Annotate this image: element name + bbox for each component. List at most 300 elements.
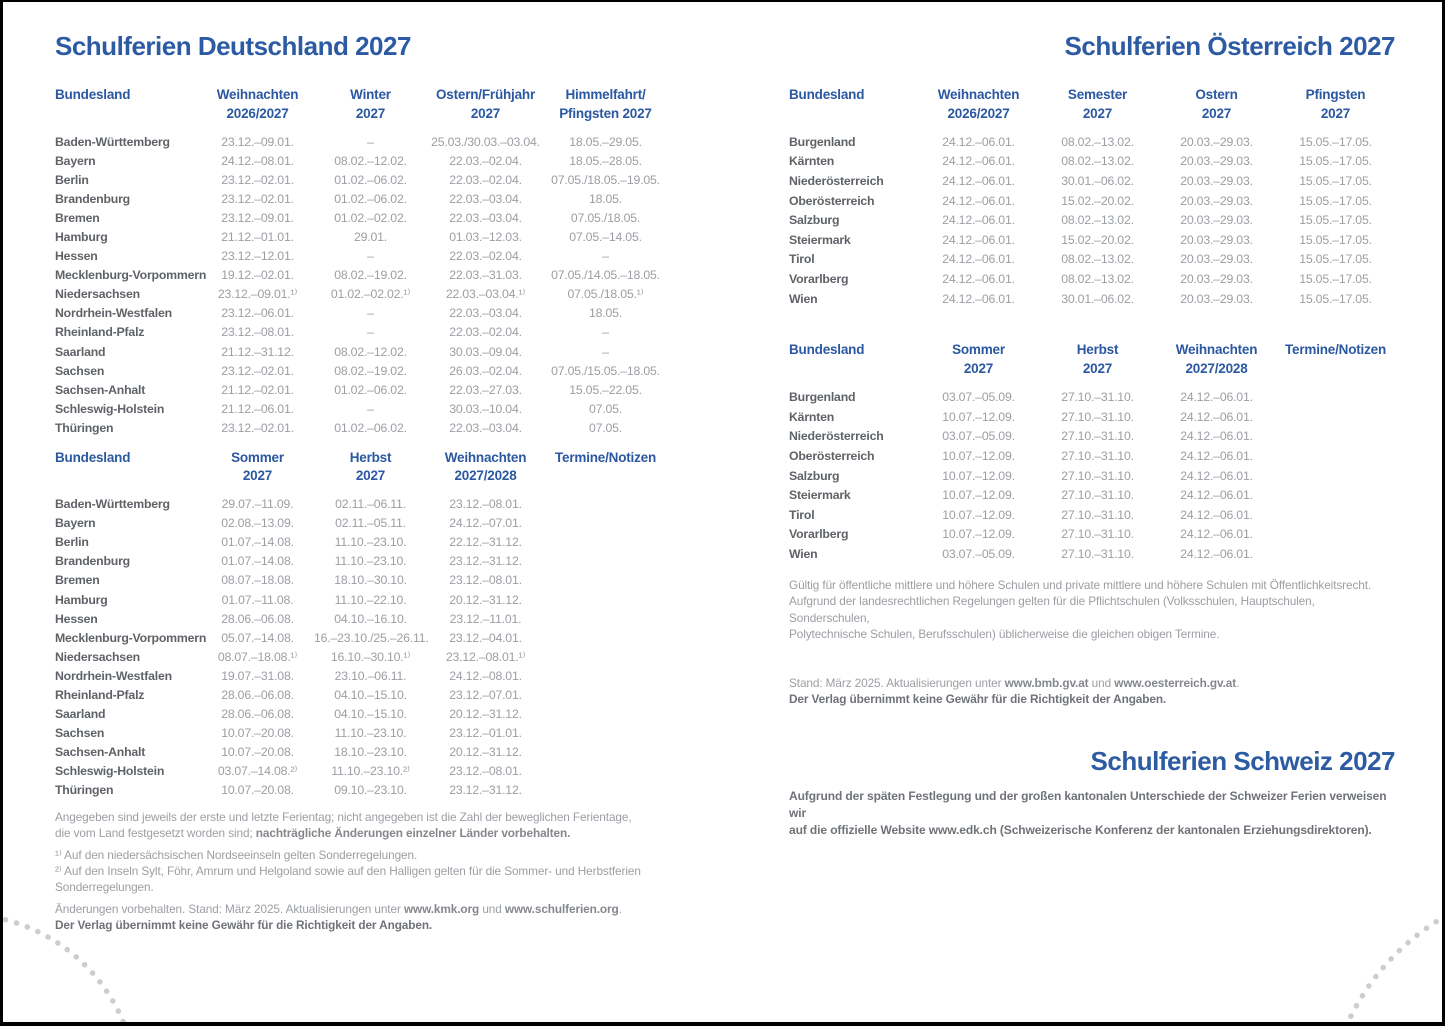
- state-name: Rheinland-Pfalz: [55, 687, 145, 702]
- stand-line: Änderungen vorbehalten. Stand: März 2025. Aktualisierungen unter www.kmk.org und www.schulferien.org.: [55, 902, 622, 916]
- state-name: Vorarlberg: [789, 527, 849, 542]
- notes-cell: [544, 705, 667, 724]
- table-row: [55, 208, 667, 227]
- date-range: 15.02.–20.02.: [1061, 193, 1134, 208]
- state-name: Thüringen: [55, 420, 114, 435]
- date-range: 03.07.–14.08.²⁾: [217, 764, 298, 779]
- date-range: 07.05.: [589, 401, 622, 416]
- table-row: [55, 418, 667, 437]
- date-range: 16.–23.10./25.–26.11.: [314, 630, 429, 645]
- date-range: 24.12.–06.01.: [1180, 488, 1253, 503]
- date-range: –: [367, 249, 374, 264]
- date-range: 23.12.–09.01.: [221, 210, 294, 225]
- state-name: Sachsen-Anhalt: [55, 745, 146, 760]
- disclaimer-line: Der Verlag übernimmt keine Gewähr für die Richtigkeit der Angaben.: [55, 918, 433, 932]
- date-range: 07.05.–14.05.: [569, 230, 642, 245]
- date-range: 24.12.–06.01.: [942, 134, 1015, 149]
- table-row: [55, 247, 667, 266]
- date-range: 10.07.–12.09.: [942, 448, 1015, 463]
- notes-cell: [544, 628, 667, 647]
- date-range: 10.07.–12.09.: [942, 409, 1015, 424]
- notes-cell: [544, 552, 667, 571]
- column-header-bundesland: Bundesland: [789, 342, 865, 358]
- table-row: [55, 399, 667, 418]
- date-range: 10.07.–12.09.: [942, 507, 1015, 522]
- date-range: 22.03.–02.04.: [449, 325, 522, 340]
- note-line: Angegeben sind jeweils der erste und letzte Ferientag; nicht angegeben ist die Zahl der beweglichen Ferientage,: [55, 810, 632, 824]
- date-range: –: [367, 306, 374, 321]
- germany-holidays-table-winter-spring: [55, 86, 667, 438]
- date-range: 01.07.–14.08.: [221, 535, 294, 550]
- date-range: –: [367, 401, 374, 416]
- date-range: 23.12.–08.01.¹⁾: [445, 649, 526, 664]
- table-row: [55, 533, 667, 552]
- date-range: 01.02.–02.02.¹⁾: [330, 287, 411, 302]
- state-name: Hamburg: [55, 230, 108, 245]
- date-range: 23.12.–09.01.¹⁾: [217, 287, 298, 302]
- table-row: [55, 571, 667, 590]
- date-range: 27.10.–31.10.: [1061, 468, 1134, 483]
- date-range: 19.12.–02.01.: [221, 268, 294, 283]
- column-header-sommer: Sommer 2027: [231, 449, 284, 483]
- table-row: [55, 514, 667, 533]
- date-range: 22.03.–02.04.: [449, 172, 522, 187]
- date-range: 22.03.–03.04.: [449, 306, 522, 321]
- date-range: 27.10.–31.10.: [1061, 390, 1134, 405]
- table-row: [55, 495, 667, 514]
- state-name: Salzburg: [789, 213, 840, 228]
- date-range: 24.12.–06.01.: [942, 154, 1015, 169]
- notes-cell: [1276, 466, 1395, 486]
- date-range: 05.07.–14.08.: [221, 630, 294, 645]
- state-name: Berlin: [55, 172, 89, 187]
- date-range: 27.10.–31.10.: [1061, 429, 1134, 444]
- date-range: 23.12.–08.01.: [449, 573, 522, 588]
- table-row: [55, 781, 667, 800]
- table-row: [789, 505, 1395, 525]
- column-header-herbst: Herbst 2027: [1076, 342, 1119, 376]
- state-name: Tirol: [789, 507, 815, 522]
- table-row: [789, 152, 1395, 172]
- state-name: Niedersachsen: [55, 649, 140, 664]
- germany-holidays-table-summer-winter: [55, 449, 667, 801]
- date-range: 21.12.–31.12.: [221, 344, 294, 359]
- date-range: 30.01.–06.02.: [1061, 291, 1134, 306]
- table-row: [55, 590, 667, 609]
- state-name: Salzburg: [789, 468, 840, 483]
- date-range: 04.10.–16.10.: [334, 611, 407, 626]
- table-header-row: [789, 86, 1395, 132]
- state-name: Oberösterreich: [789, 448, 875, 463]
- table-row: [55, 361, 667, 380]
- notes-cell: [544, 666, 667, 685]
- table-row: [55, 285, 667, 304]
- austria-notes: [789, 577, 1395, 643]
- date-range: 09.10.–23.10.: [334, 783, 407, 798]
- state-name: Berlin: [55, 535, 89, 550]
- date-range: 29.01.: [354, 230, 387, 245]
- austria-holidays-table-winter-spring: [789, 86, 1395, 308]
- date-range: 03.07.–05.09.: [942, 390, 1015, 405]
- date-range: 22.12.–31.12.: [449, 535, 522, 550]
- date-range: 10.07.–12.09.: [942, 468, 1015, 483]
- column-header-herbst: Herbst 2027: [349, 449, 392, 483]
- date-range: 20.12.–31.12.: [449, 707, 522, 722]
- state-name: Mecklenburg-Vorpommern: [55, 268, 207, 283]
- austria-title: Schulferien Österreich 2027: [1064, 31, 1395, 61]
- date-range: 26.03.–02.04.: [449, 363, 522, 378]
- table-header-row: [789, 341, 1395, 387]
- date-range: 23.12.–04.01.: [449, 630, 522, 645]
- footnote-1: ¹⁾ Auf den niedersächsischen Nordseeinseln gelten Sonderregelungen.: [55, 848, 418, 862]
- notes-cell: [1276, 544, 1395, 564]
- date-range: 01.03.–12.03.: [449, 230, 522, 245]
- date-range: 04.10.–15.10.: [334, 707, 407, 722]
- state-name: Brandenburg: [55, 191, 130, 206]
- date-range: 23.12.–02.01.: [221, 420, 294, 435]
- stand-line: Stand: März 2025. Aktualisierungen unter www.bmb.gv.at und www.oesterreich.gv.at.: [789, 675, 1240, 690]
- state-name: Bremen: [55, 210, 100, 225]
- date-range: 23.12.–09.01.: [221, 134, 294, 149]
- column-header-winter: Winter 2027: [350, 87, 391, 121]
- date-range: 20.03.–29.03.: [1180, 213, 1253, 228]
- table-row: [55, 628, 667, 647]
- notes-cell: [544, 685, 667, 704]
- date-range: 22.03.–03.04.: [449, 420, 522, 435]
- column-header-sommer: Sommer 2027: [952, 342, 1005, 376]
- table-row: [789, 191, 1395, 211]
- date-range: 03.07.–05.09.: [942, 546, 1015, 561]
- table-header-row: [55, 86, 667, 132]
- note-line: die vom Land festgesetzt worden sind; nachträgliche Änderungen einzelner Länder vorbehalten.: [55, 826, 571, 840]
- notes-cell: [544, 571, 667, 590]
- date-range: 08.02.–19.02.: [334, 363, 407, 378]
- date-range: 18.05.–28.05.: [569, 153, 642, 168]
- date-range: 22.03.–03.04.¹⁾: [445, 287, 526, 302]
- date-range: 11.10.–23.10.²⁾: [331, 764, 410, 779]
- table-row: [789, 544, 1395, 564]
- date-range: 15.05.–17.05.: [1299, 193, 1372, 208]
- state-name: Vorarlberg: [789, 271, 849, 286]
- state-name: Niederösterreich: [789, 173, 884, 188]
- table-row: [55, 685, 667, 704]
- date-range: –: [367, 325, 374, 340]
- germany-notes: [55, 809, 667, 933]
- table-header-row: [55, 449, 667, 495]
- note-line: Aufgrund der späten Festlegung und der großen kantonalen Unterschiede der Schweizer Ferien verweisen wir: [789, 788, 1387, 820]
- date-range: 07.05./14.05.–18.05.: [551, 268, 660, 283]
- notes-cell: [1276, 387, 1395, 407]
- table-row: [55, 189, 667, 208]
- state-name: Mecklenburg-Vorpommern: [55, 630, 207, 645]
- state-name: Tirol: [789, 252, 815, 267]
- notes-cell: [544, 495, 667, 514]
- table-row: [789, 446, 1395, 466]
- date-range: 28.06.–06.08.: [221, 611, 294, 626]
- date-range: 23.12.–08.01.: [221, 325, 294, 340]
- note-line: Gültig für öffentliche mittlere und höhere Schulen und private mittlere und höhere Schulen mit Öffentlichkeitsrecht.: [789, 577, 1372, 592]
- column-header-termine-notizen: Termine/Notizen: [554, 449, 656, 465]
- date-range: 01.07.–14.08.: [221, 554, 294, 569]
- date-range: 08.02.–12.02.: [334, 344, 407, 359]
- date-range: 20.12.–31.12.: [449, 745, 522, 760]
- austria-stand-block: [789, 675, 1395, 707]
- date-range: 15.05.–17.05.: [1299, 291, 1372, 306]
- table-row: [789, 387, 1395, 407]
- state-name: Bayern: [55, 153, 96, 168]
- date-range: 22.03.–02.04.: [449, 153, 522, 168]
- date-range: 23.12.–12.01.: [221, 249, 294, 264]
- date-range: 23.12.–31.12.: [449, 554, 522, 569]
- date-range: 22.03.–31.03.: [449, 268, 522, 283]
- table-row: [55, 132, 667, 151]
- state-name: Kärnten: [789, 154, 835, 169]
- date-range: 15.05.–17.05.: [1299, 232, 1372, 247]
- state-name: Nordrhein-Westfalen: [55, 668, 172, 683]
- date-range: 24.12.–06.01.: [1180, 409, 1253, 424]
- notes-cell: [544, 514, 667, 533]
- state-name: Schleswig-Holstein: [55, 401, 165, 416]
- date-range: 20.03.–29.03.: [1180, 173, 1253, 188]
- date-range: 20.03.–29.03.: [1180, 291, 1253, 306]
- table-row: [55, 743, 667, 762]
- date-range: 21.12.–02.01.: [221, 382, 294, 397]
- date-range: 15.02.–20.02.: [1061, 232, 1134, 247]
- state-name: Brandenburg: [55, 554, 130, 569]
- date-range: 07.05./18.05.: [570, 210, 641, 225]
- column-header-weihnachten: Weihnachten 2026/2027: [937, 87, 1020, 121]
- notes-cell: [544, 781, 667, 800]
- date-range: 02.08.–13.09.: [221, 516, 294, 531]
- date-range: 08.07.–18.08.¹⁾: [217, 649, 298, 664]
- date-range: 22.03.–27.03.: [449, 382, 522, 397]
- date-range: 21.12.–06.01.: [221, 401, 294, 416]
- date-range: –: [367, 134, 374, 149]
- date-range: 15.05.–22.05.: [569, 382, 642, 397]
- notes-cell: [1276, 407, 1395, 427]
- date-range: 29.07.–11.09.: [221, 497, 294, 512]
- date-range: 28.06.–06.08.: [221, 707, 294, 722]
- date-range: 10.07.–12.09.: [942, 488, 1015, 503]
- table-row: [55, 647, 667, 666]
- date-range: 27.10.–31.10.: [1061, 546, 1134, 561]
- state-name: Nordrhein-Westfalen: [55, 306, 172, 321]
- date-range: 18.05.: [589, 191, 622, 206]
- table-row: [789, 407, 1395, 427]
- table-row: [55, 342, 667, 361]
- date-range: 23.12.–02.01.: [221, 191, 294, 206]
- date-range: 24.12.–06.01.: [942, 193, 1015, 208]
- date-range: 24.12.–06.01.: [1180, 429, 1253, 444]
- notes-cell: [1276, 485, 1395, 505]
- notes-cell: [1276, 446, 1395, 466]
- date-range: 08.02.–13.02.: [1061, 252, 1134, 267]
- column-header-ostern: Ostern/Frühjahr 2027: [435, 87, 535, 121]
- date-range: 16.10.–30.10.¹⁾: [330, 649, 411, 664]
- notes-cell: [544, 743, 667, 762]
- notes-cell: [544, 724, 667, 743]
- state-name: Oberösterreich: [789, 193, 875, 208]
- column-header-pfingsten: Pfingsten 2027: [1305, 87, 1366, 121]
- table-row: [55, 170, 667, 189]
- date-range: –: [602, 325, 609, 340]
- state-name: Rheinland-Pfalz: [55, 325, 145, 340]
- date-range: 23.12.–08.01.: [449, 497, 522, 512]
- date-range: 24.12.–06.01.: [942, 232, 1015, 247]
- germany-section: [55, 32, 667, 933]
- date-range: 07.05.: [589, 420, 622, 435]
- date-range: 23.12.–31.12.: [449, 783, 522, 798]
- date-range: 02.11.–06.11.: [335, 497, 406, 512]
- table-row: [55, 266, 667, 285]
- state-name: Niederösterreich: [789, 429, 884, 444]
- date-range: 25.03./30.03.–03.04.: [431, 134, 540, 149]
- table-row: [55, 380, 667, 399]
- notes-cell: [544, 647, 667, 666]
- date-range: 23.12.–01.01.: [449, 726, 522, 741]
- table-row: [789, 269, 1395, 289]
- date-range: 20.03.–29.03.: [1180, 193, 1253, 208]
- date-range: 08.02.–13.02.: [1061, 134, 1134, 149]
- column-header-ostern: Ostern 2027: [1195, 87, 1238, 121]
- table-row: [789, 525, 1395, 545]
- date-range: 10.07.–20.08.: [221, 783, 294, 798]
- state-name: Baden-Württemberg: [55, 497, 170, 512]
- state-name: Kärnten: [789, 409, 835, 424]
- date-range: 15.05.–17.05.: [1299, 134, 1372, 149]
- date-range: 27.10.–31.10.: [1061, 527, 1134, 542]
- date-range: 22.03.–03.04.: [449, 210, 522, 225]
- note-line: Polytechnische Schulen, Berufsschulen) üblicherweise die gleichen obigen Termine.: [789, 627, 1220, 642]
- notes-cell: [1276, 525, 1395, 545]
- date-range: 30.01.–06.02.: [1061, 173, 1134, 188]
- date-range: 20.03.–29.03.: [1180, 252, 1253, 267]
- date-range: 01.02.–06.02.: [334, 172, 407, 187]
- column-header-bundesland: Bundesland: [55, 87, 131, 102]
- table-row: [789, 250, 1395, 270]
- disclaimer-line: Der Verlag übernimmt keine Gewähr für die Richtigkeit der Angaben.: [789, 691, 1167, 706]
- table-row: [789, 427, 1395, 447]
- date-range: 10.07.–20.08.: [221, 745, 294, 760]
- date-range: 24.12.–06.01.: [1180, 527, 1253, 542]
- column-header-bundesland: Bundesland: [55, 449, 131, 465]
- column-header-himmelfahrt-pfingsten: Himmelfahrt/ Pfingsten 2027: [559, 87, 652, 121]
- date-range: 27.10.–31.10.: [1061, 448, 1134, 463]
- state-name: Hessen: [55, 611, 98, 626]
- table-row: [55, 762, 667, 781]
- date-range: 23.12.–02.01.: [221, 363, 294, 378]
- austria-holidays-table-summer-winter: [789, 341, 1395, 563]
- date-range: 21.12.–01.01.: [221, 230, 294, 245]
- table-row: [789, 210, 1395, 230]
- column-header-weihnachten: Weihnachten 2027/2028: [1175, 342, 1258, 376]
- date-range: 07.05./18.05.¹⁾: [567, 287, 644, 302]
- switzerland-title: Schulferien Schweiz 2027: [1090, 745, 1395, 776]
- state-name: Wien: [789, 291, 818, 306]
- notes-cell: [544, 609, 667, 628]
- date-range: 10.07.–12.09.: [942, 527, 1015, 542]
- state-name: Steiermark: [789, 488, 851, 503]
- switzerland-note: [789, 788, 1395, 839]
- date-range: 07.05./18.05.–19.05.: [551, 172, 660, 187]
- date-range: 07.05./15.05.–18.05.: [551, 363, 660, 378]
- notes-cell: [1276, 427, 1395, 447]
- corner-dots-right: [1326, 885, 1445, 1026]
- table-row: [789, 485, 1395, 505]
- date-range: 01.02.–06.02.: [334, 191, 407, 206]
- column-header-semester: Semester 2027: [1067, 87, 1128, 121]
- date-range: 08.07.–18.08.: [221, 573, 294, 588]
- date-range: 03.07.–05.09.: [942, 429, 1015, 444]
- date-range: 30.03.–10.04.: [449, 401, 522, 416]
- date-range: 19.07.–31.08.: [221, 668, 294, 683]
- date-range: 20.03.–29.03.: [1180, 271, 1253, 286]
- note-line: auf die offizielle Website www.edk.ch (Schweizerische Konferenz der kantonalen Erziehungsdirektoren).: [789, 822, 1372, 837]
- table-row: [55, 151, 667, 170]
- state-name: Baden-Württemberg: [55, 134, 170, 149]
- germany-title: Schulferien Deutschland 2027: [55, 31, 411, 61]
- column-header-weihnachten: Weihnachten 2026/2027: [216, 87, 299, 121]
- date-range: 23.12.–11.01.: [449, 611, 522, 626]
- date-range: 24.12.–06.01.: [942, 271, 1015, 286]
- column-header-termine-notizen: Termine/Notizen: [1284, 342, 1386, 358]
- date-range: 20.12.–31.12.: [449, 592, 522, 607]
- date-range: 11.10.–23.10.: [334, 726, 407, 741]
- state-name: Burgenland: [789, 390, 856, 405]
- date-range: 23.12.–06.01.: [221, 306, 294, 321]
- date-range: 18.05.: [589, 306, 622, 321]
- table-row: [55, 304, 667, 323]
- table-row: [789, 132, 1395, 152]
- date-range: 10.07.–20.08.: [221, 726, 294, 741]
- date-range: 22.03.–02.04.: [449, 249, 522, 264]
- date-range: 24.12.–06.01.: [1180, 546, 1253, 561]
- date-range: 27.10.–31.10.: [1061, 507, 1134, 522]
- table-row: [789, 466, 1395, 486]
- table-row: [55, 609, 667, 628]
- date-range: 20.03.–29.03.: [1180, 134, 1253, 149]
- date-range: 28.06.–06.08.: [221, 687, 294, 702]
- date-range: 24.12.–06.01.: [942, 173, 1015, 188]
- date-range: –: [602, 249, 609, 264]
- date-range: 18.10.–30.10.: [334, 573, 407, 588]
- date-range: 08.02.–12.02.: [334, 153, 407, 168]
- date-range: 24.12.–06.01.: [1180, 468, 1253, 483]
- date-range: 18.05.–29.05.: [569, 134, 642, 149]
- table-row: [55, 552, 667, 571]
- date-range: 11.10.–23.10.: [334, 554, 407, 569]
- date-range: 04.10.–15.10.: [334, 687, 407, 702]
- date-range: 15.05.–17.05.: [1299, 252, 1372, 267]
- state-name: Sachsen: [55, 726, 105, 741]
- date-range: 24.12.–06.01.: [942, 213, 1015, 228]
- date-range: 15.05.–17.05.: [1299, 213, 1372, 228]
- state-name: Sachsen-Anhalt: [55, 382, 146, 397]
- date-range: 27.10.–31.10.: [1061, 488, 1134, 503]
- date-range: 15.05.–17.05.: [1299, 271, 1372, 286]
- table-row: [55, 323, 667, 342]
- notes-cell: [544, 533, 667, 552]
- date-range: –: [602, 344, 609, 359]
- date-range: 08.02.–13.02.: [1061, 213, 1134, 228]
- table-row: [55, 227, 667, 246]
- column-header-weihnachten: Weihnachten 2027/2028: [444, 449, 527, 483]
- date-range: 01.02.–02.02.: [334, 210, 407, 225]
- date-range: 01.02.–06.02.: [334, 382, 407, 397]
- date-range: 24.12.–06.01.: [1180, 448, 1253, 463]
- date-range: 08.02.–19.02.: [334, 268, 407, 283]
- notes-cell: [544, 762, 667, 781]
